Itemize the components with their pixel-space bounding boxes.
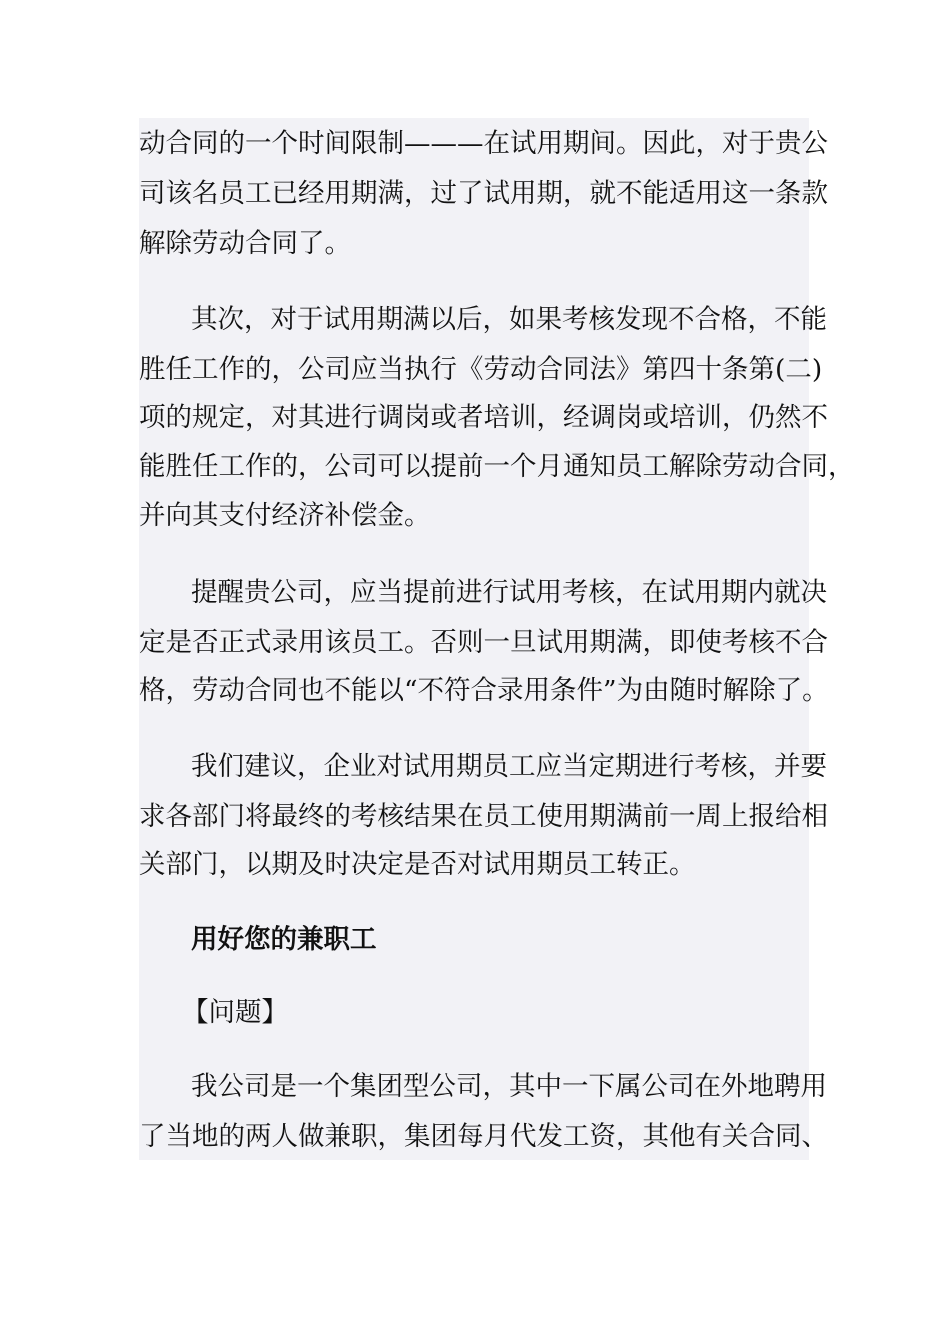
- paragraph-4-line-1: 我们建议，企业对试用期员工应当定期进行考核，并要: [191, 751, 827, 782]
- paragraph-3-line-3: 格，劳动合同也不能以“不符合录用条件”为由随时解除了。: [139, 675, 829, 706]
- paragraph-1-line-2: 司该名员工已经用期满，过了试用期，就不能适用这一条款: [139, 178, 828, 209]
- paragraph-1-line-3: 解除劳动合同了。: [139, 228, 351, 259]
- paragraph-4-line-2: 求各部门将最终的考核结果在员工使用期满前一周上报给相: [139, 801, 828, 832]
- question-line-1: 我公司是一个集团型公司，其中一下属公司在外地聘用: [191, 1071, 827, 1102]
- paragraph-2-line-2: 胜任工作的，公司应当执行《劳动合同法》第四十条第(二): [139, 354, 823, 385]
- paragraph-2-line-5: 并向其支付经济补偿金。: [139, 500, 431, 531]
- paragraph-2-line-1: 其次，对于试用期满以后，如果考核发现不合格，不能: [191, 304, 827, 335]
- question-line-2: 了当地的两人做兼职，集团每月代发工资，其他有关合同、: [139, 1121, 828, 1152]
- paragraph-3-line-1: 提醒贵公司，应当提前进行试用考核，在试用期内就决: [191, 577, 827, 608]
- paragraph-2-line-3: 项的规定，对其进行调岗或者培训，经调岗或培训，仍然不: [139, 402, 828, 433]
- section-heading: 用好您的兼职工: [191, 924, 377, 955]
- paragraph-3-line-2: 定是否正式录用该员工。否则一旦试用期满，即使考核不合: [139, 627, 828, 658]
- paragraph-1-line-1: 动合同的一个时间限制———在试用期间。因此，对于贵公: [139, 128, 828, 159]
- paragraph-2-line-4: 能胜任工作的，公司可以提前一个月通知员工解除劳动合同，: [139, 451, 855, 482]
- paragraph-4-line-3: 关部门，以期及时决定是否对试用期员工转正。: [139, 849, 696, 880]
- question-label: 【问题】: [182, 997, 288, 1028]
